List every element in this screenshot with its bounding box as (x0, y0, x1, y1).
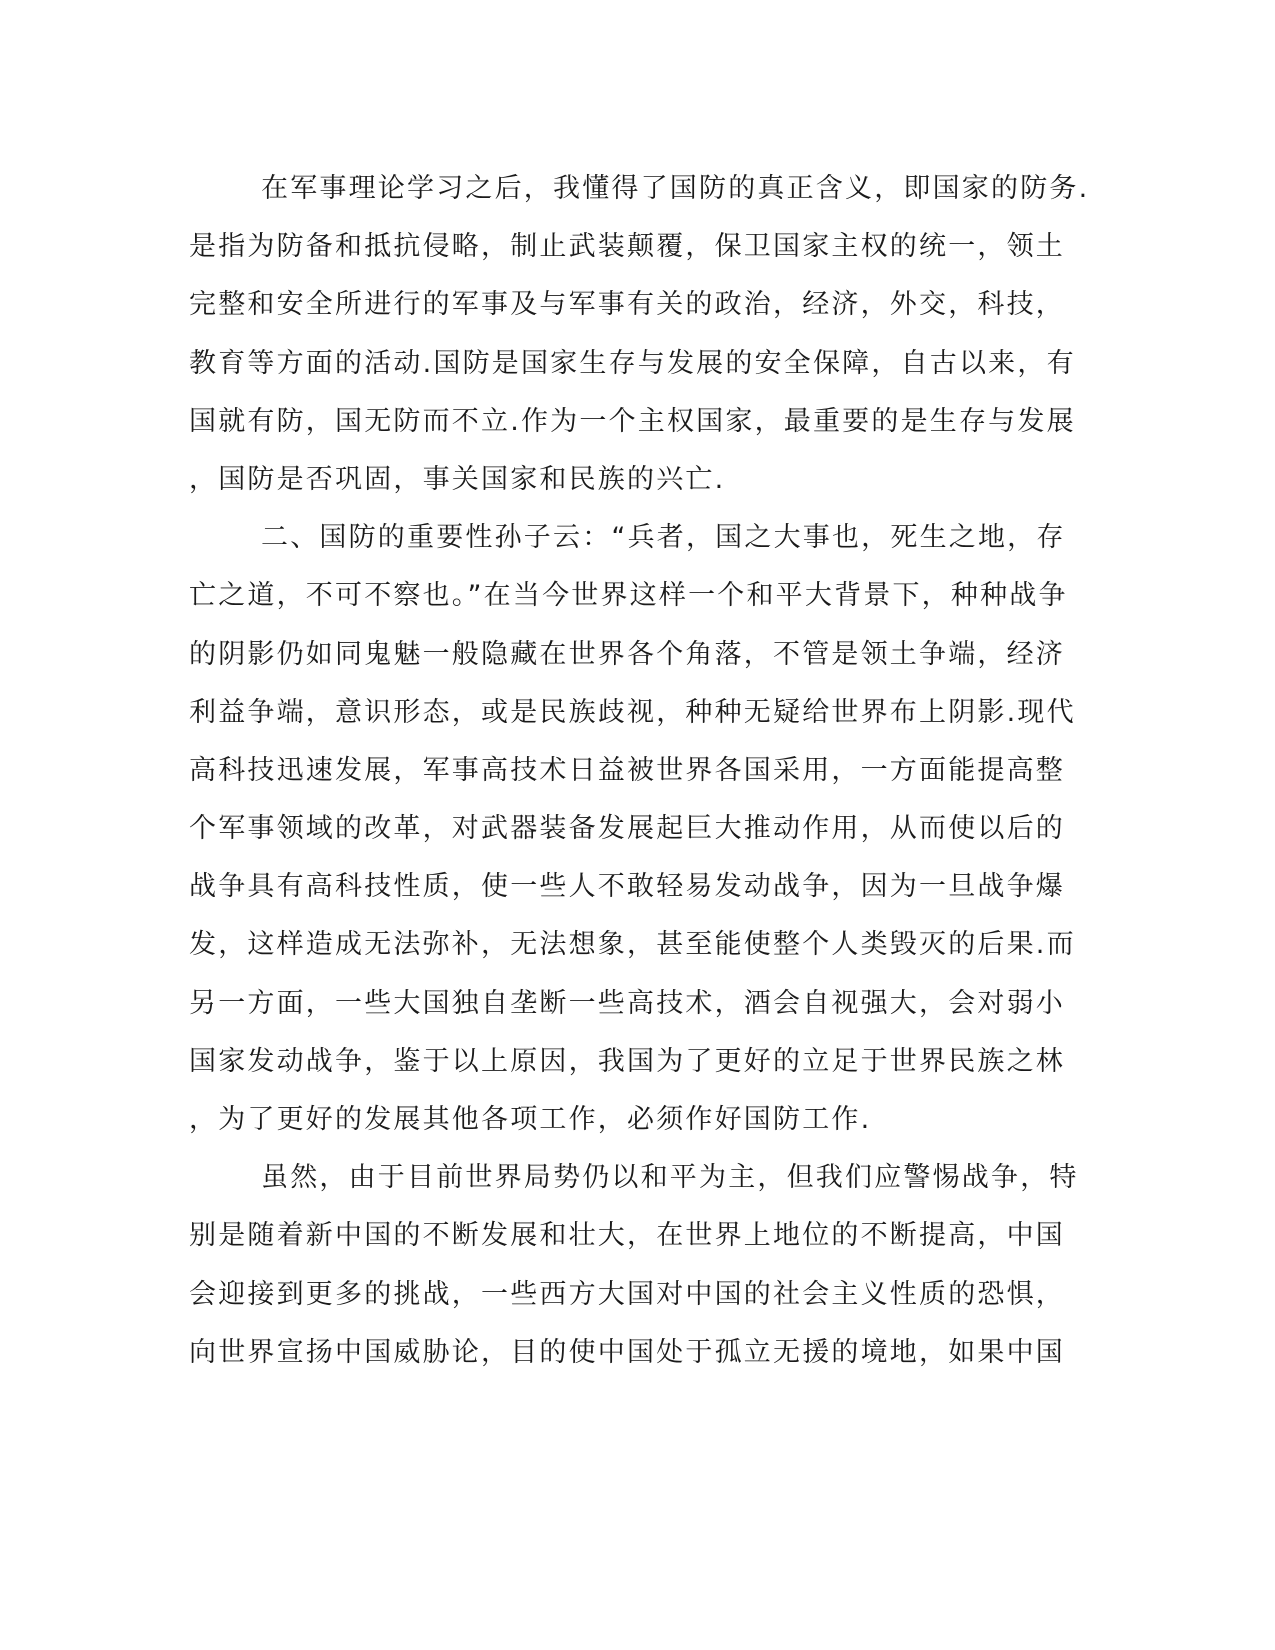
document-body (189, 160, 1089, 1382)
text-line: 亡之道，不可不察也。”在当今世界这样一个和平大背景下，种种战争 (189, 580, 1068, 612)
text-line: 二、国防的重要性孙子云：“兵者，国之大事也，死生之地，存 (261, 522, 1066, 554)
text-line: 战争具有高科技性质，使一些人不敢轻易发动战争，因为一旦战争爆 (189, 871, 1065, 903)
text-line: 在军事理论学习之后，我懂得了国防的真正含义，即国家的防务. (261, 173, 1090, 204)
text-line: ，国防是否巩固，事关国家和民族的兴亡. (189, 463, 726, 495)
text-line: 教育等方面的活动.国防是国家生存与发展的安全保障，自古以来，有 (189, 347, 1076, 379)
text-line: 个军事领域的改革，对武器装备发展起巨大推动作用，从而使以后的 (189, 813, 1065, 845)
text-line: 会迎接到更多的挑战，一些西方大国对中国的社会主义性质的恐惧， (189, 1278, 1065, 1310)
text-line: 别是随着新中国的不断发展和壮大，在世界上地位的不断提高，中国 (189, 1220, 1065, 1252)
text-line: 利益争端，意识形态，或是民族歧视，种种无疑给世界布上阴影.现代 (189, 696, 1076, 728)
text-line: 虽然，由于目前世界局势仍以和平为主，但我们应警惕战争，特 (261, 1162, 1079, 1194)
text-line: 国就有防，国无防而不立.作为一个主权国家，最重要的是生存与发展 (189, 405, 1076, 437)
text-line: ，为了更好的发展其他各项工作，必须作好国防工作. (189, 1104, 872, 1135)
text-line: 向世界宣扬中国威胁论，目的使中国处于孤立无援的境地，如果中国 (189, 1336, 1065, 1368)
text-line: 另一方面，一些大国独自垄断一些高技术，酒会自视强大，会对弱小 (189, 987, 1065, 1019)
text-line: 发，这样造成无法弥补，无法想象，甚至能使整个人类毁灭的后果.而 (189, 929, 1076, 961)
text-line: 高科技迅速发展，军事高技术日益被世界各国采用，一方面能提高整 (189, 754, 1065, 786)
text-line: 是指为防备和抵抗侵略，制止武装颠覆，保卫国家主权的统一，领土 (189, 231, 1065, 263)
text-line: 国家发动战争，鉴于以上原因，我国为了更好的立足于世界民族之林 (189, 1045, 1065, 1077)
text-line: 完整和安全所进行的军事及与军事有关的政治，经济，外交，科技， (189, 289, 1065, 321)
text-line: 的阴影仍如同鬼魅一般隐藏在世界各个角落，不管是领土争端，经济 (189, 638, 1065, 670)
